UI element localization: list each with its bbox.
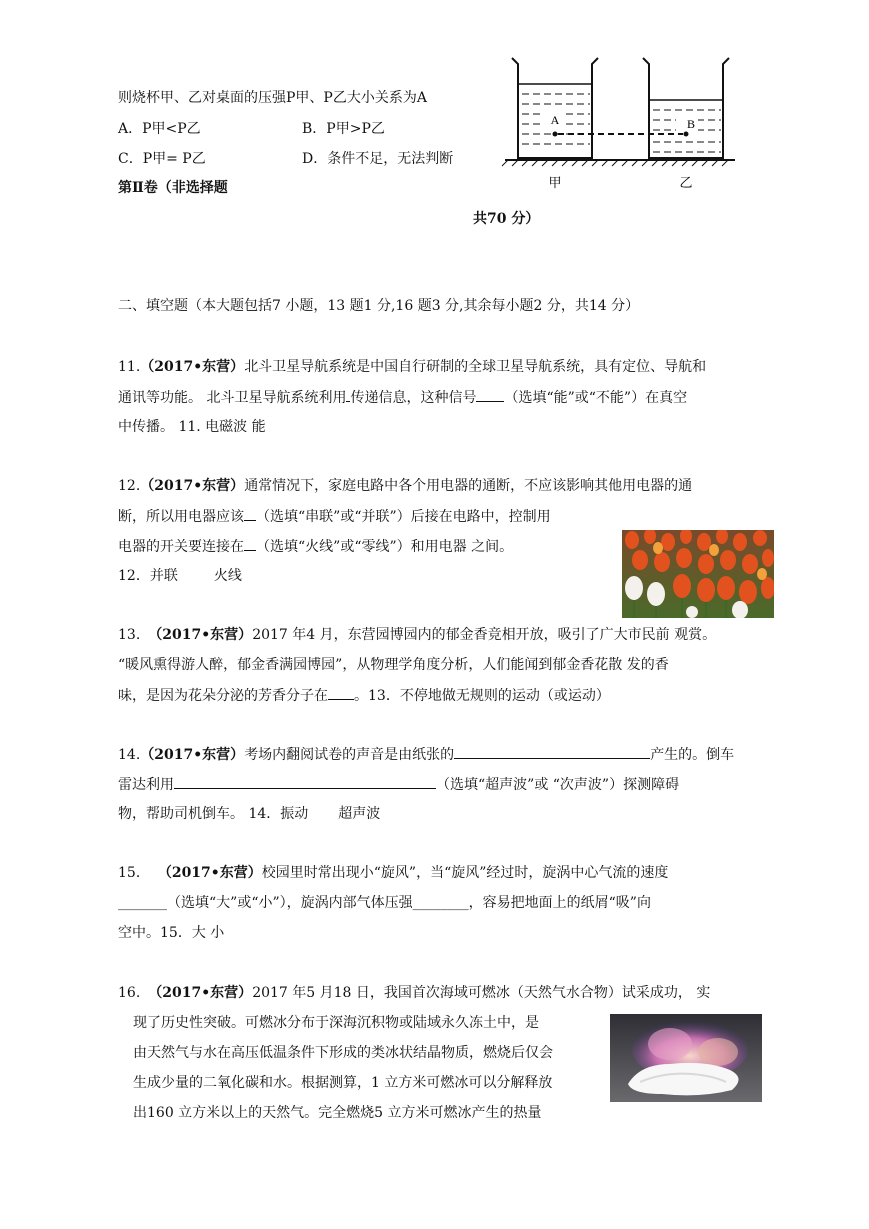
q10-option-b: B．P甲>P乙 xyxy=(302,121,385,137)
part2-title: 第Ⅱ卷（非选择题 xyxy=(118,180,228,196)
q12-answer-1: 12．并联 xyxy=(118,568,178,584)
q10-option-d: D．条件不足，无法判断 xyxy=(302,151,454,167)
q12-text-2b: （选填“串联”或“并联”）后接在电路中，控制用 xyxy=(256,509,551,525)
q16-line5: 出160 立方米以上的天然气。完全燃烧5 立方米可燃冰产生的热量 xyxy=(133,1105,542,1121)
q15-source: （2017•东营） xyxy=(157,865,262,881)
q14-text-1b: 产生的。倒车 xyxy=(650,747,735,763)
q13-line3 xyxy=(118,685,610,706)
q16-line2: 现了历史性突破。可燃冰分布于深海沉积物或陆域永久冻土中，是 xyxy=(133,1015,539,1031)
q16-text: 2017 年5 月18 日，我国首次海域可燃冰（天然气水合物）试采成功， 实 xyxy=(252,985,711,1001)
q15-number: 15． xyxy=(118,865,150,881)
q12-text-3b: （选填“火线”或“零线”）和用电器 之间。 xyxy=(256,539,514,555)
q12-text-3a: 电器的开关要连接在 xyxy=(118,539,244,555)
tulip-photo xyxy=(622,530,774,618)
q16-number: 16. xyxy=(118,985,141,1001)
q14-blank-2 xyxy=(174,774,436,789)
q14-text-2a: 雷达利用 xyxy=(118,777,174,793)
q14-line2 xyxy=(118,774,679,795)
q13-line1 xyxy=(118,625,716,645)
q12-text: 通常情况下，家庭电路中各个用电器的通断，不应该影响其他用电器的通 xyxy=(244,478,693,494)
q10-option-a: A．P甲<P乙 xyxy=(118,121,201,137)
q13-source: （2017•东营） xyxy=(148,627,253,643)
q11-text: 北斗卫星导航系统是中国自行研制的全球卫星导航系统，具有定位、导航和 xyxy=(244,359,707,375)
q10-option-c: C．P甲= P乙 xyxy=(118,151,206,167)
q14-line1 xyxy=(118,744,734,765)
q14-answer-1: 物，帮助司机倒车。 14．振动 xyxy=(118,806,309,822)
q12-line2 xyxy=(118,506,551,527)
q15-line3: 空中。15．大 小 xyxy=(118,925,225,941)
q15-text: 校园里时常出现小“旋风”，当“旋风”经过时，旋涡中心气流的速度 xyxy=(261,865,669,881)
q12-number: 12. xyxy=(118,478,141,494)
q11-text-2a: 通讯等功能。 北斗卫星导航系统利用 xyxy=(118,390,347,406)
q14-source: （2017•东营） xyxy=(140,747,245,763)
q12-line1 xyxy=(118,476,692,496)
q12-text-2a: 断，所以用电器应该 xyxy=(118,509,244,525)
part2-score: 共70 分） xyxy=(473,211,540,227)
q14-blank-1 xyxy=(454,744,650,759)
q11-source: （2017•东营） xyxy=(140,359,245,375)
q16-line1 xyxy=(118,983,710,1003)
q13-blank xyxy=(328,685,354,700)
q11-line2 xyxy=(118,387,687,408)
q13-text-3b: 。13．不停地做无规则的运动（或运动） xyxy=(354,688,610,704)
q11-number: 11. xyxy=(118,359,141,375)
q13-text: 2017 年4 月，东营园博园内的郁金香竞相开放，吸引了广大市民前 观赏。 xyxy=(252,627,717,643)
q14-number: 14. xyxy=(118,747,141,763)
label-jia: 甲 xyxy=(548,176,562,191)
label-yi: 乙 xyxy=(679,176,693,191)
point-a-label: A xyxy=(550,113,560,127)
q12-source: （2017•东营） xyxy=(140,478,245,494)
q16-line4: 生成少量的二氧化碳和水。根据测算，1 立方米可燃冰可以分解释放 xyxy=(133,1075,553,1091)
q13-text-3a: 味，是因为花朵分泌的芳香分子在 xyxy=(118,688,328,704)
q14-answer-2: 超声波 xyxy=(338,806,381,822)
q11-line3: 中传播。 11. 电磁波 能 xyxy=(118,419,266,435)
q14-text-2b: （选填“超声波”或 “次声波”）探测障碍 xyxy=(436,777,680,793)
q12-answer-2: 火线 xyxy=(213,568,242,584)
q13-number: 13. xyxy=(118,627,141,643)
q11-text-2b: 传递信息，这种信号 xyxy=(350,390,477,406)
q11-text-2c: （选填“能”或“不能”）在真空 xyxy=(504,390,688,406)
beaker-figure xyxy=(500,50,740,200)
section-header: 二、填空题（本大题包括7 小题，13 题1 分,16 题3 分,其余每小题2 分，共14 分） xyxy=(118,298,640,314)
q12-blank-2 xyxy=(244,536,256,551)
q10-stem: 则烧杯甲、乙对桌面的压强P甲、P乙大小关系为A xyxy=(118,90,427,106)
combustible-ice-photo xyxy=(610,1014,762,1102)
q16-line3: 由天然气与水在高压低温条件下形成的类冰状结晶物质，燃烧后仅会 xyxy=(133,1045,553,1061)
q15-line1 xyxy=(118,863,668,883)
q13-line2: “暖风熏得游人醉，郁金香满园博园”，从物理学角度分析，人们能闻到郁金香花散 发的香 xyxy=(118,657,669,673)
point-b-label: B xyxy=(686,117,696,131)
q15-line2: _______（选填“大”或“小”），旋涡内部气体压强________，容易把地面上的纸屑“吸”向 xyxy=(118,895,651,911)
q14-text-1a: 考场内翻阅试卷的声音是由纸张的 xyxy=(244,747,455,763)
point-b xyxy=(684,132,689,137)
q11-line1 xyxy=(118,357,706,377)
q12-blank-1 xyxy=(244,506,256,521)
q12-answer xyxy=(118,566,242,586)
point-a xyxy=(553,132,558,137)
q11-blank-2 xyxy=(476,387,504,402)
q16-source: （2017•东营） xyxy=(148,985,253,1001)
q12-line3 xyxy=(118,536,513,557)
q14-line3 xyxy=(118,804,380,824)
